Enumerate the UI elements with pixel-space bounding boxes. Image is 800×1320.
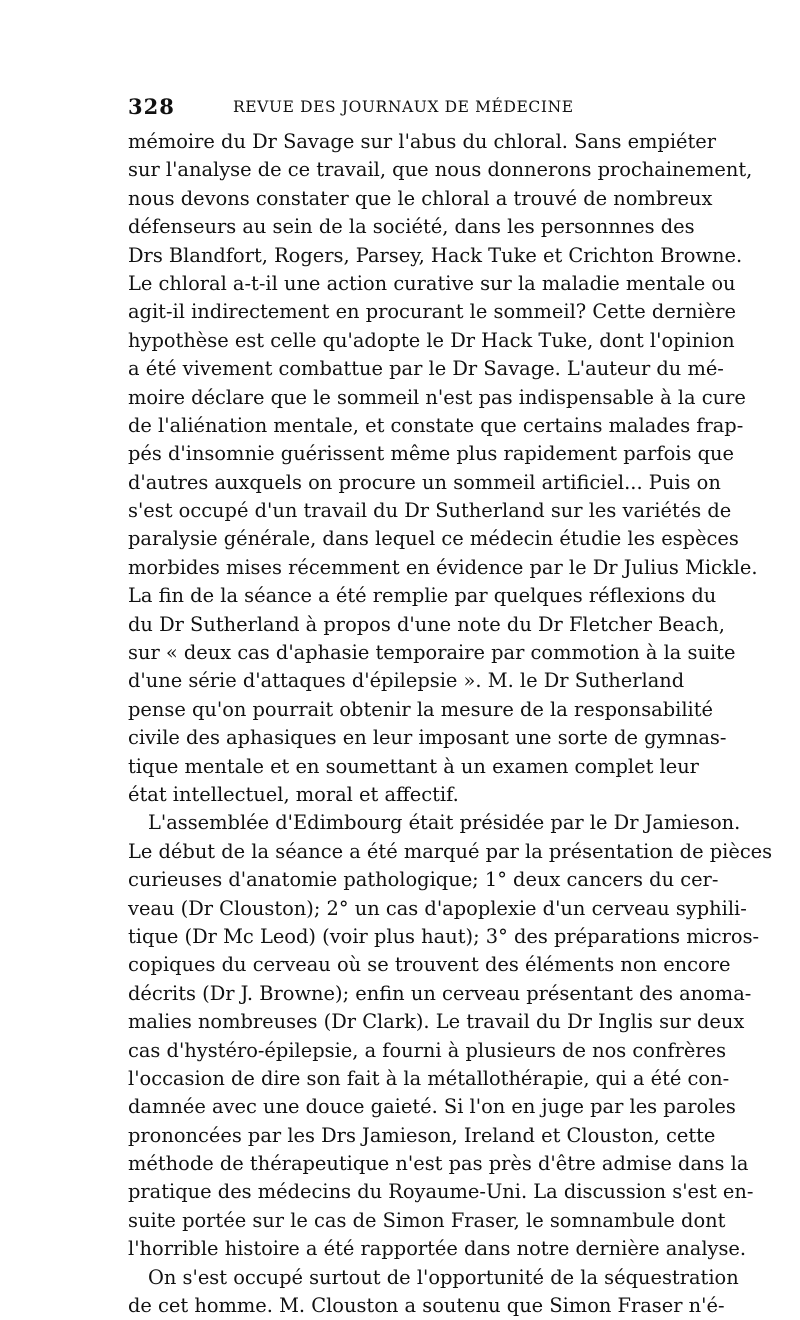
text-line: cas d'hystéro-épilepsie, a fourni à plusieurs de nos confrères bbox=[128, 1038, 727, 1062]
text-line: copiques du cerveau où se trouvent des éléments non encore bbox=[128, 953, 731, 977]
text-line: sur « deux cas d'aphasie temporaire par commotion à la suite bbox=[128, 641, 736, 665]
text-line: pense qu'on pourrait obtenir la mesure de la responsabilité bbox=[128, 697, 714, 721]
text-line: s'est occupé d'un travail du Dr Sutherland sur les variétés de bbox=[128, 499, 732, 523]
text-line: d'autres auxquels on procure un sommeil artificiel... Puis on bbox=[128, 470, 721, 494]
page-number: 328 bbox=[128, 94, 175, 119]
text-line: l'occasion de dire son fait à la métallothérapie, qui a été con- bbox=[128, 1066, 730, 1090]
text-line: malies nombreuses (Dr Clark). Le travail du Dr Inglis sur deux bbox=[128, 1010, 745, 1034]
page-header bbox=[128, 94, 668, 120]
text-line: On s'est occupé surtout de l'opportunité de la séquestration bbox=[148, 1265, 739, 1289]
text-line: veau (Dr Clouston); 2° un cas d'apoplexie d'un cerveau syphili- bbox=[128, 896, 747, 920]
text-line: tique mentale et en soumettant à un examen complet leur bbox=[128, 754, 699, 778]
text-line: d'une série d'attaques d'épilepsie ». M. le Dr Sutherland bbox=[128, 669, 685, 693]
text-line: de cet homme. M. Clouston a soutenu que Simon Fraser n'é- bbox=[128, 1294, 725, 1318]
text-line: Le début de la séance a été marqué par la présentation de pièces bbox=[128, 839, 773, 863]
text-line: paralysie générale, dans lequel ce médecin étudie les espèces bbox=[128, 527, 739, 551]
running-title: REVUE DES JOURNAUX DE MÉDECINE bbox=[233, 98, 574, 116]
text-line: curieuses d'anatomie pathologique; 1° deux cancers du cer- bbox=[128, 868, 719, 892]
text-line: prononcées par les Drs Jamieson, Ireland et Clouston, cette bbox=[128, 1123, 716, 1147]
text-line: décrits (Dr J. Browne); enfin un cerveau présentant des anoma- bbox=[128, 981, 752, 1005]
text-line: a été vivement combattue par le Dr Savage. L'auteur du mé- bbox=[128, 357, 724, 381]
text-line: de l'aliénation mentale, et constate que certains malades frap- bbox=[128, 413, 744, 437]
body-text bbox=[128, 128, 773, 1320]
text-line: Le chloral a-t-il une action curative sur la maladie mentale ou bbox=[128, 271, 736, 295]
text-line: tique (Dr Mc Leod) (voir plus haut); 3° des préparations micros- bbox=[128, 924, 760, 948]
text-line: damnée avec une douce gaieté. Si l'on en juge par les paroles bbox=[128, 1095, 736, 1119]
text-line: sur l'analyse de ce travail, que nous donnerons prochainement, bbox=[128, 158, 753, 182]
text-line: La fin de la séance a été remplie par quelques réflexions du bbox=[128, 584, 717, 608]
text-line: civile des aphasiques en leur imposant une sorte de gymnas- bbox=[128, 726, 727, 750]
text-line: pratique des médecins du Royaume-Uni. La discussion s'est en- bbox=[128, 1180, 754, 1204]
text-line: l'horrible histoire a été rapportée dans notre dernière analyse. bbox=[128, 1237, 747, 1261]
text-line: nous devons constater que le chloral a trouvé de nombreux bbox=[128, 186, 713, 210]
text-line: méthode de thérapeutique n'est pas près d'être admise dans la bbox=[128, 1152, 749, 1176]
text-line: moire déclare que le sommeil n'est pas indispensable à la cure bbox=[128, 385, 746, 409]
text-line: suite portée sur le cas de Simon Fraser, le somnambule dont bbox=[128, 1208, 726, 1232]
text-line: du Dr Sutherland à propos d'une note du Dr Fletcher Beach, bbox=[128, 612, 725, 636]
text-line: hypothèse est celle qu'adopte le Dr Hack Tuke, dont l'opinion bbox=[128, 328, 735, 352]
text-line: pés d'insomnie guérissent même plus rapidement parfois que bbox=[128, 442, 734, 466]
text-line: défenseurs au sein de la société, dans les personnnes des bbox=[128, 215, 695, 239]
text-line: morbides mises récemment en évidence par le Dr Julius Mickle. bbox=[128, 555, 758, 579]
text-line: mémoire du Dr Savage sur l'abus du chloral. Sans empiéter bbox=[128, 130, 717, 153]
text-line: agit-il indirectement en procurant le sommeil? Cette dernière bbox=[128, 300, 736, 324]
text-line: Drs Blandfort, Rogers, Parsey, Hack Tuke et Crichton Browne. bbox=[128, 243, 743, 267]
text-line: L'assemblée d'Edimbourg était présidée par le Dr Jamieson. bbox=[148, 811, 741, 835]
text-line: état intellectuel, moral et affectif. bbox=[128, 782, 459, 806]
